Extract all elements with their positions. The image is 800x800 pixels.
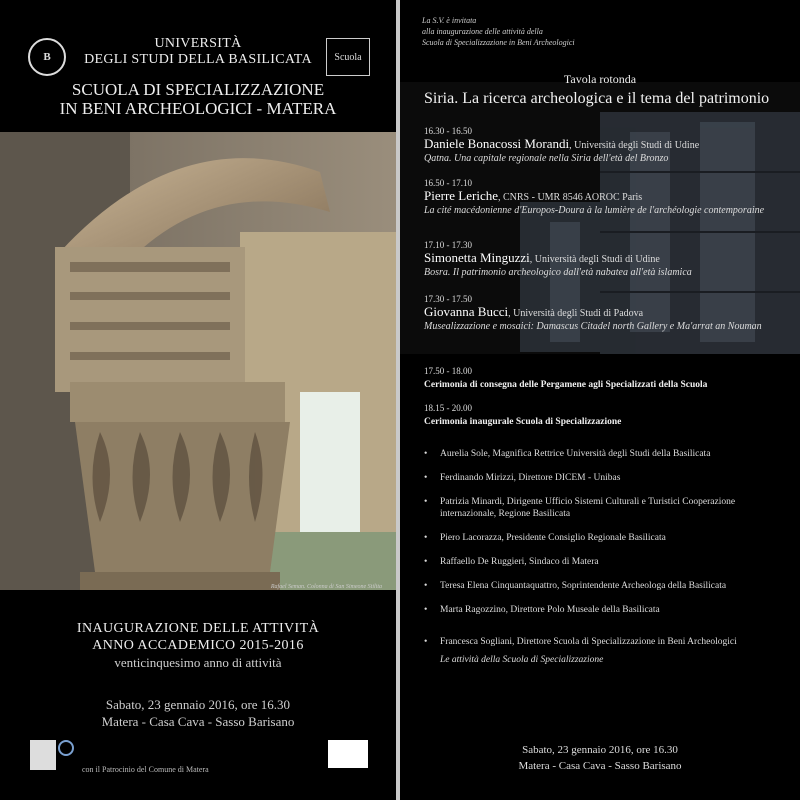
round-table-title: Siria. La ricerca archeologica e il tema del patrimonio bbox=[424, 90, 770, 107]
list-item: • Teresa Elena Cinquantaquattro, Soprintendente Archeologa della Basilicata bbox=[424, 581, 727, 591]
speaker-entry: Ferdinando Mirizzi, Direttore DICEM - Unibas bbox=[440, 473, 621, 483]
speaker-name: Daniele Bonacossi Morandi bbox=[424, 136, 570, 151]
inauguration-line1: INAUGURAZIONE DELLE ATTIVITÀ bbox=[76, 621, 320, 636]
left-panel bbox=[0, 0, 396, 800]
inauguration-line2: ANNO ACCADEMICO 2015-2016 bbox=[92, 638, 304, 653]
talk-speaker bbox=[424, 251, 794, 267]
speaker-entry: Raffaello De Ruggieri, Sindaco di Matera bbox=[440, 557, 599, 567]
talk-time: 17.10 - 17.30 bbox=[424, 240, 472, 250]
list-item: • Aurelia Sole, Magnifica Rettrice Università degli Studi della Basilicata bbox=[424, 449, 711, 459]
invitation-line2: alla inaugurazione delle attività della bbox=[422, 27, 543, 36]
slot-time: 18.15 - 20.00 bbox=[424, 403, 472, 413]
scuola-logo-text: Scuola bbox=[334, 51, 362, 63]
talk-title: La cité macédonienne d'Europos-Doura à la lumière de l'archéologie contemporaine bbox=[424, 205, 765, 216]
photo-credit: Rafael Seman. Colonna di San Simeone Stilita bbox=[270, 584, 382, 590]
speaker-name: Simonetta Minguzzi bbox=[424, 250, 530, 265]
talk-speaker bbox=[424, 305, 794, 321]
university-logo-text: B bbox=[43, 51, 51, 63]
talk-item bbox=[424, 294, 794, 333]
school-name-line1: SCUOLA DI SPECIALIZZAZIONE bbox=[71, 80, 325, 99]
list-item: • Ferdinando Mirizzi, Direttore DICEM - Unibas bbox=[424, 473, 621, 483]
talk-title: Bosra. Il patrimonio archeologico dall'età nabatea all'età islamica bbox=[424, 267, 692, 278]
speakers-list bbox=[424, 448, 784, 678]
speaker-name: Giovanna Bucci bbox=[424, 304, 509, 319]
slot-label: Cerimonia inaugurale Scuola di Specializzazione bbox=[424, 417, 622, 427]
right-panel bbox=[400, 0, 800, 800]
capital-photo bbox=[0, 132, 396, 590]
invitation-text bbox=[422, 15, 575, 48]
talk-title: Qatna. Una capitale regionale nella Siria dell'età del Bronzo bbox=[424, 153, 669, 164]
event-date: Sabato, 23 gennaio 2016, ore 16.30 bbox=[522, 744, 678, 756]
event-place: Matera - Casa Cava - Sasso Barisano bbox=[101, 714, 295, 729]
scuola-logo-icon bbox=[326, 38, 370, 76]
speaker-entry: Marta Ragozzino, Direttore Polo Museale della Basilicata bbox=[440, 605, 660, 615]
school-name-line2: IN BENI ARCHEOLOGICI - MATERA bbox=[59, 99, 337, 118]
speaker-affiliation: , Università degli Studi di Udine bbox=[529, 254, 660, 265]
university-name-line1: UNIVERSITÀ bbox=[154, 36, 242, 51]
event-date: Sabato, 23 gennaio 2016, ore 16.30 bbox=[105, 697, 291, 712]
round-table-heading: Tavola rotonda bbox=[563, 72, 637, 86]
list-item: • Francesca Sogliani, Direttore Scuola di Specializzazione in Beni Archeologici Le attività della Scuola di Specializzazione bbox=[424, 636, 784, 666]
talk-time: 17.30 - 17.50 bbox=[424, 294, 472, 304]
list-item: • Piero Lacorazza, Presidente Consiglio Regionale Basilicata bbox=[424, 533, 666, 543]
speaker-affiliation: , Università degli Studi di Udine bbox=[569, 140, 700, 151]
speaker-entry: Teresa Elena Cinquantaquattro, Soprintendente Archeologa della Basilicata bbox=[440, 581, 727, 591]
speaker-entry: Aurelia Sole, Magnifica Rettrice Università degli Studi della Basilicata bbox=[440, 449, 711, 459]
sponsor-logo-icon bbox=[328, 740, 368, 768]
list-item: • Marta Ragozzino, Direttore Polo Museale della Basilicata bbox=[424, 605, 660, 615]
speaker-name: Pierre Leriche bbox=[424, 188, 498, 203]
talk-speaker bbox=[424, 137, 794, 153]
talk-time: 16.50 - 17.10 bbox=[424, 178, 472, 188]
lecture-title: Le attività della Scuola di Specializzazione bbox=[440, 655, 604, 665]
speaker-entry: Piero Lacorazza, Presidente Consiglio Regionale Basilicata bbox=[440, 533, 666, 543]
talk-item bbox=[424, 178, 794, 217]
list-item: • Patrizia Minardi, Dirigente Ufficio Sistemi Culturali e Turistici Cooperazione internazionale, Regione Basilicata bbox=[424, 497, 736, 519]
event-place: Matera - Casa Cava - Sasso Barisano bbox=[518, 760, 682, 772]
invitation-line3: Scuola di Specializzazione in Beni Archeologici bbox=[422, 38, 575, 47]
talk-time: 16.30 - 16.50 bbox=[424, 126, 472, 136]
talk-item bbox=[424, 126, 794, 165]
ceremony-slot bbox=[424, 403, 794, 427]
university-name-line2: DEGLI STUDI DELLA BASILICATA bbox=[84, 52, 312, 67]
slot-label: Cerimonia di consegna delle Pergamene agli Specializzati della Scuola bbox=[424, 380, 708, 390]
speaker-affiliation: , Università degli Studi di Padova bbox=[508, 308, 644, 319]
talk-item bbox=[424, 240, 794, 279]
patrocinio-text: con il Patrocinio del Comune di Matera bbox=[82, 765, 209, 774]
anniversary-subtitle: venticinquesimo anno di attività bbox=[114, 655, 282, 670]
speaker-entry: Patrizia Minardi, Dirigente Ufficio Sistemi Culturali e Turistici Cooperazione internazionale, Regione Basilicata bbox=[440, 497, 736, 519]
talk-speaker bbox=[424, 189, 794, 205]
slot-time: 17.50 - 18.00 bbox=[424, 366, 472, 376]
university-logo-icon bbox=[28, 38, 66, 76]
speaker-entry: Francesca Sogliani, Direttore Scuola di Specializzazione in Beni Archeologici bbox=[440, 637, 737, 647]
talk-title: Musealizzazione e mosaici: Damascus Citadel north Gallery e Ma'arrat an Nouman bbox=[424, 321, 762, 332]
badge-icon bbox=[58, 740, 74, 756]
speaker-affiliation: , CNRS - UMR 8546 AOROC Paris bbox=[497, 192, 643, 203]
invitation-line1: La S.V. è invitata bbox=[422, 16, 477, 25]
comune-emblem-icon bbox=[30, 740, 56, 770]
ceremony-slot bbox=[424, 366, 794, 390]
list-item: • Raffaello De Ruggieri, Sindaco di Matera bbox=[424, 557, 599, 567]
